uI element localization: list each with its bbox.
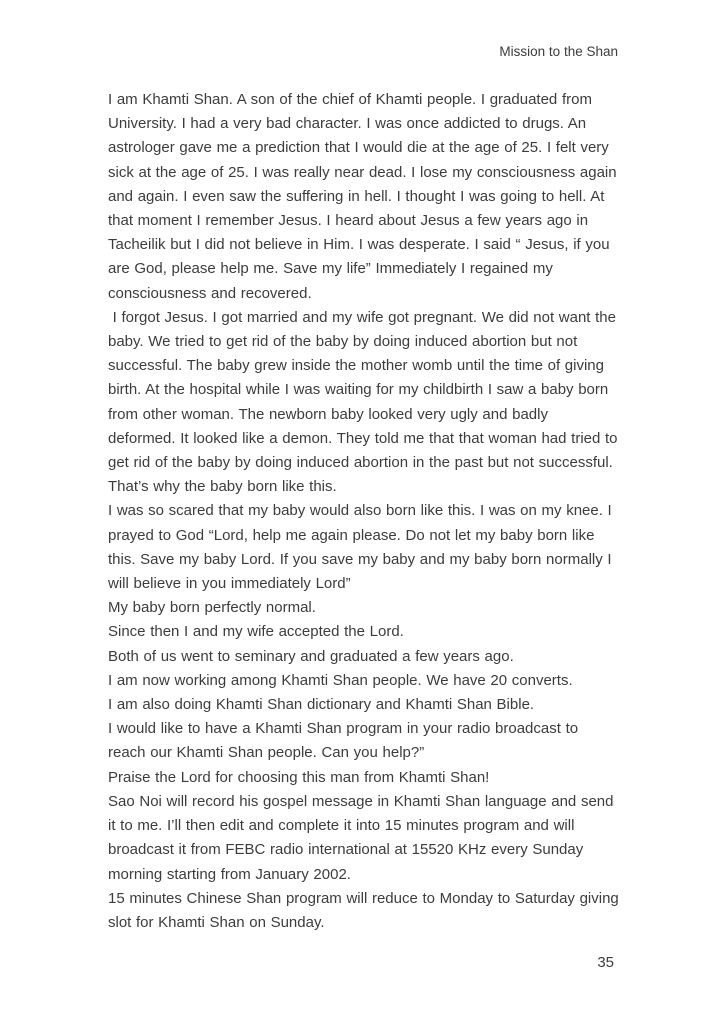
- paragraph: I forgot Jesus. I got married and my wife got pregnant. We did not want the baby. We tried to get rid of the baby by doing induced abortion but not successful. The baby grew inside the mother womb until the time of giving birth. At the hospital while I was waiting for my childbirth I saw a baby born from other woman. The newborn baby looked very ugly and badly deformed. It looked like a demon. They told me that that woman had tried to get rid of the baby by doing induced abortion in the past but not successful. That’s why the baby born like this.: [108, 308, 623, 496]
- paragraph: Sao Noi will record his gospel message in Khamti Shan language and send it to me. I’ll then edit and complete it into 15 minutes program and will broadcast it from FEBC radio international at 15520 KHz every Sunday morning starting from January 2002.: [108, 792, 619, 883]
- running-header: Mission to the Shan: [499, 44, 618, 59]
- paragraph: I was so scared that my baby would also born like this. I was on my knee. I prayed to God “Lord, help me again please. Do not let my baby born like this. Save my baby Lord. If you save my baby and my baby born normally I will believe in you immediately Lord”: [108, 502, 617, 593]
- paragraph: I would like to have a Khamti Shan program in your radio broadcast to reach our Khamti Shan people. Can you help?”: [108, 720, 583, 762]
- paragraph: Since then I and my wife accepted the Lord.: [108, 623, 404, 641]
- document-body: [108, 88, 624, 935]
- paragraph: Praise the Lord for choosing this man from Khamti Shan!: [108, 768, 490, 786]
- paragraph: My baby born perfectly normal.: [108, 599, 316, 617]
- paragraph: Both of us went to seminary and graduated a few years ago.: [108, 647, 514, 665]
- paragraph: I am Khamti Shan. A son of the chief of Khamti people. I graduated from University. I had a very bad character. I was once addicted to drugs. An astrologer gave me a prediction that I would die at the age of 25. I felt very sick at the age of 25. I was really near dead. I lose my consciousness again and again. I even saw the suffering in hell. I thought I was going to hell. At that moment I remember Jesus. I heard about Jesus a few years ago in Tacheilik but I did not believe in Him. I was desperate. I said “ Jesus, if you are God, please help me. Save my life” Immediately I regained my consciousness and recovered.: [108, 91, 622, 302]
- paragraph: I am now working among Khamti Shan people. We have 20 converts.: [108, 671, 573, 689]
- paragraph: I am also doing Khamti Shan dictionary and Khamti Shan Bible.: [108, 696, 535, 714]
- page-number: 35: [597, 954, 614, 971]
- paragraph: 15 minutes Chinese Shan program will reduce to Monday to Saturday giving slot for Khamti Shan on Sunday.: [108, 889, 624, 931]
